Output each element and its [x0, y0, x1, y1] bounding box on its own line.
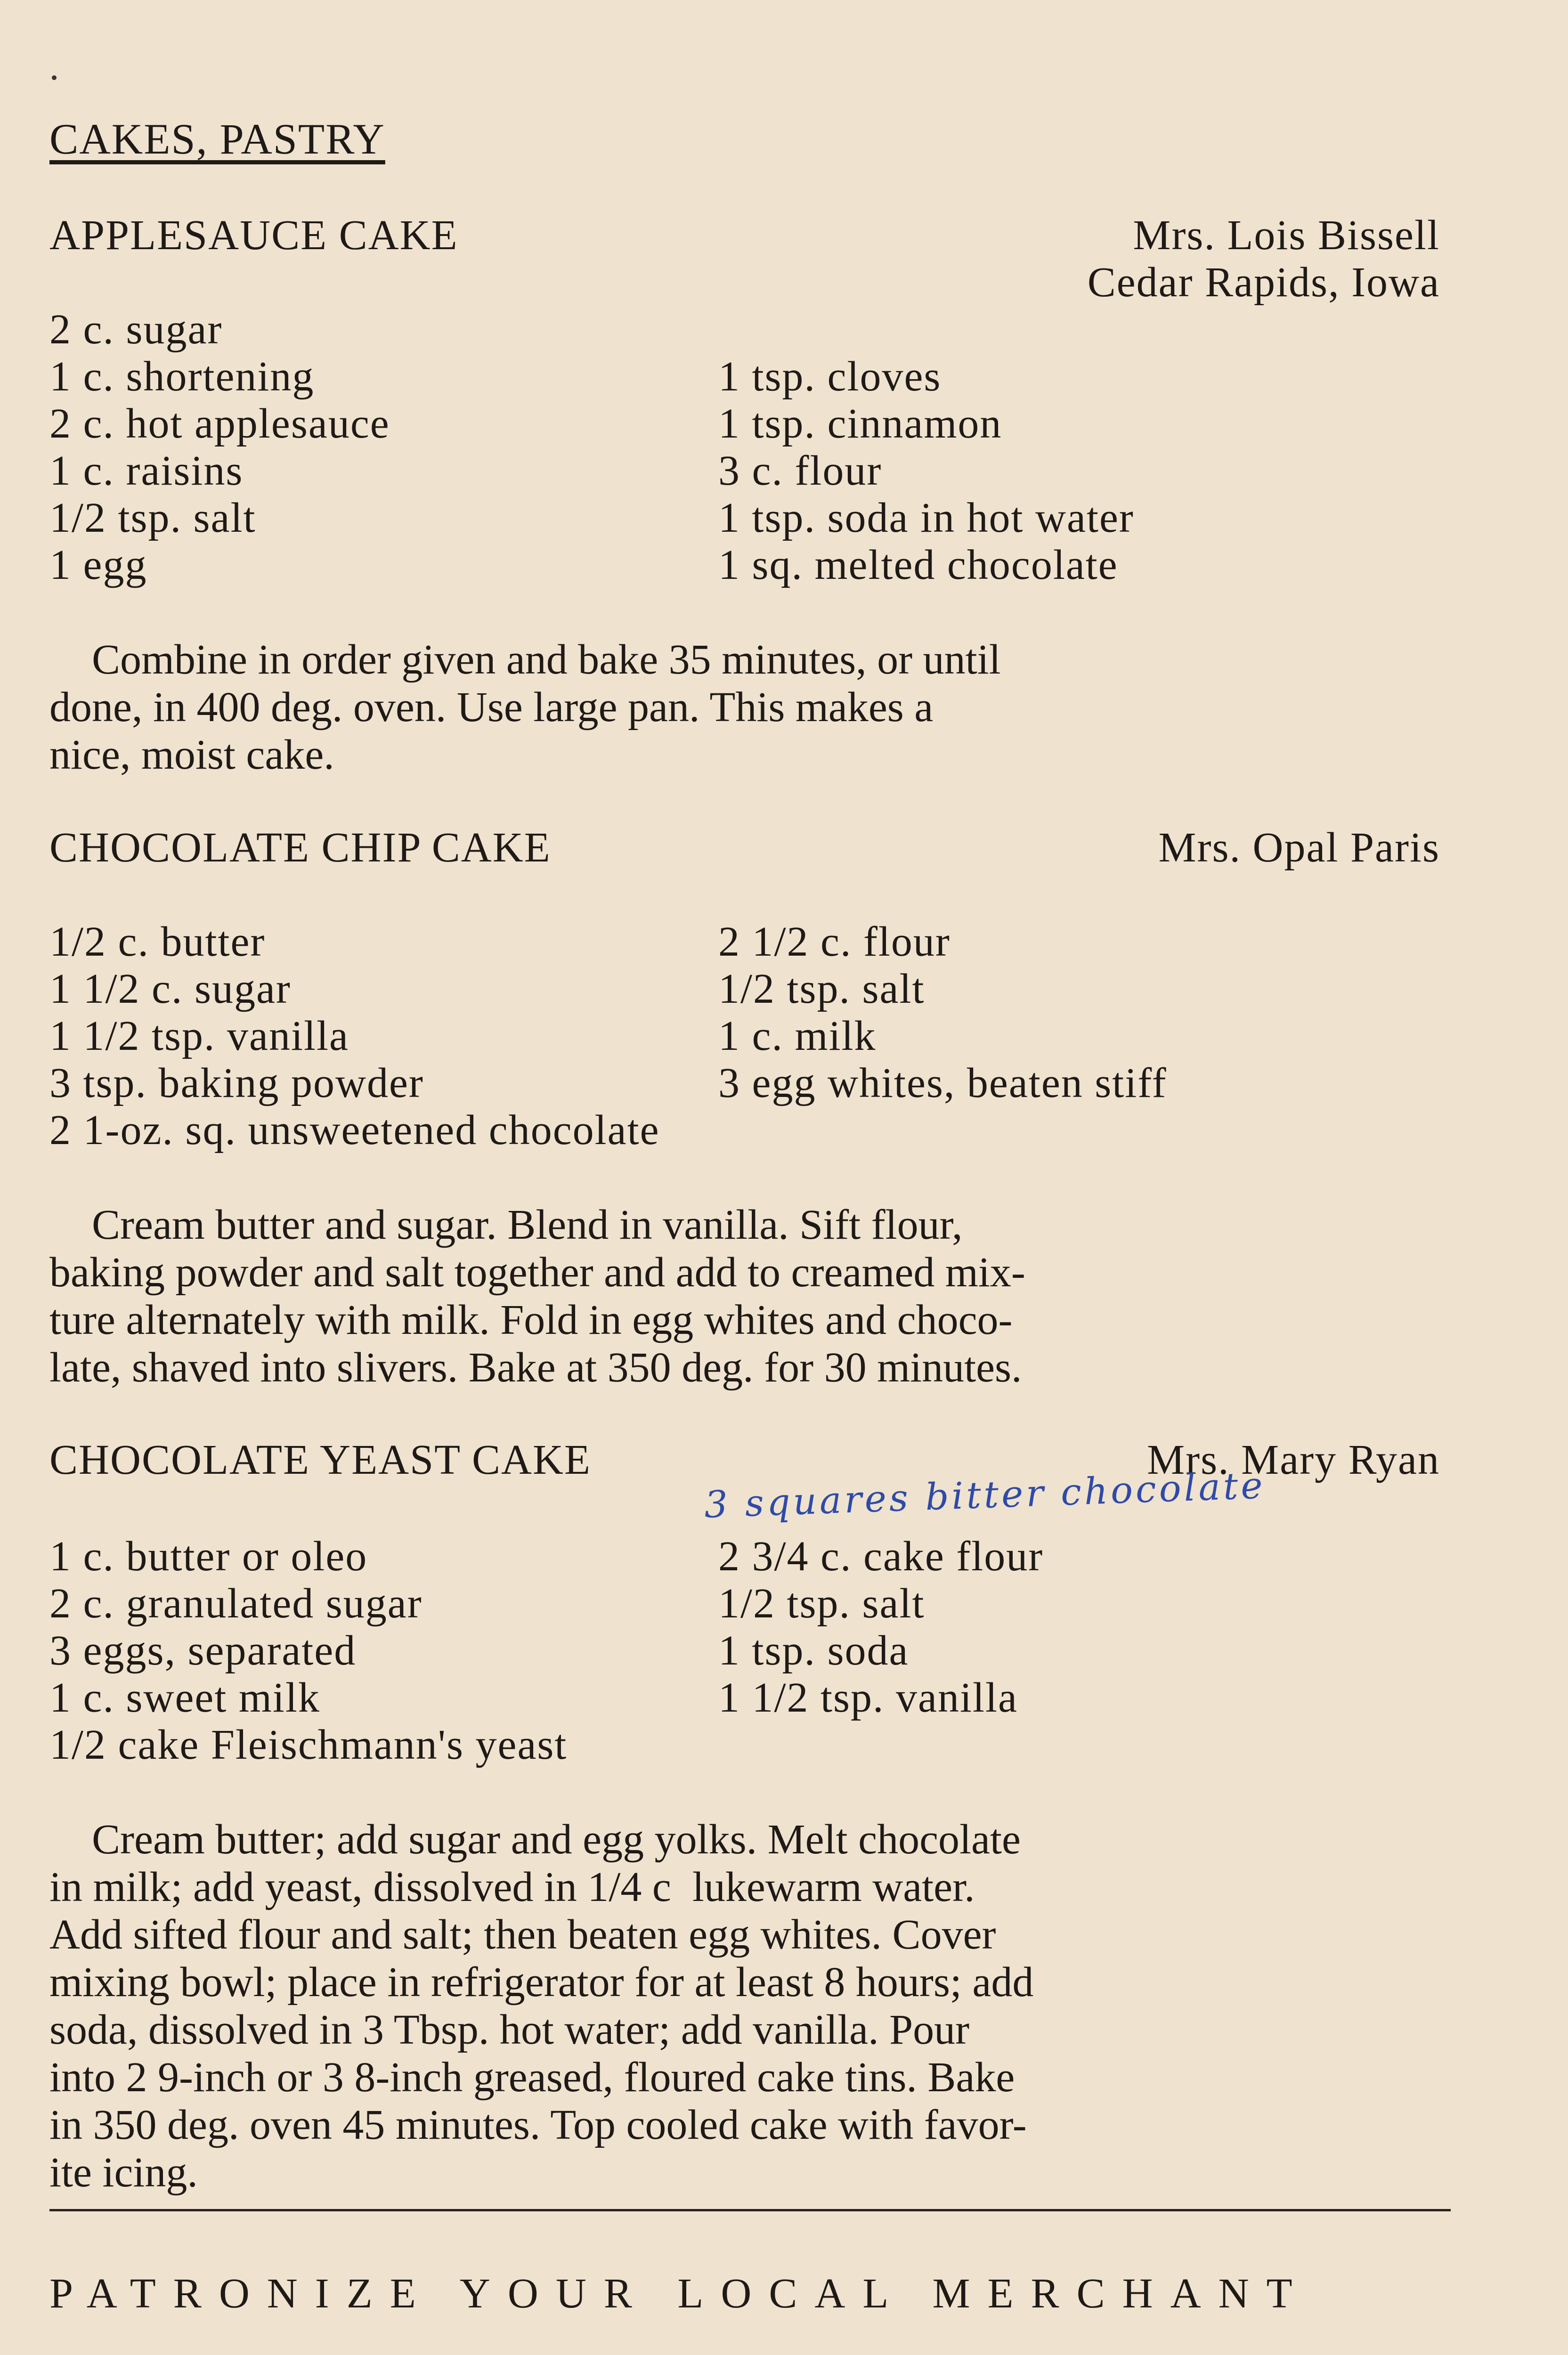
recipe-directions — [49, 1816, 1462, 2196]
directions-line: ite icing. — [49, 2149, 198, 2196]
ingredient: 1 c. milk — [718, 1013, 877, 1059]
ingredient: 1/2 cake Fleischmann's yeast — [49, 1722, 568, 1768]
directions-line: soda, dissolved in 3 Tbsp. hot water; add vanilla. Pour — [49, 2006, 970, 2053]
ingredient: 3 tsp. baking powder — [49, 1060, 424, 1106]
footer-banner: PATRONIZE YOUR LOCAL MERCHANT — [49, 2270, 1310, 2317]
ingredient: 2 3/4 c. cake flour — [718, 1533, 1044, 1580]
ingredient: 2 1-oz. sq. unsweetened chocolate — [49, 1107, 660, 1153]
directions-line: in 350 deg. oven 45 minutes. Top cooled cake with favor- — [49, 2102, 1027, 2148]
ingredient: 1 c. sweet milk — [49, 1674, 320, 1721]
ingredient: 1/2 tsp. salt — [718, 1580, 925, 1627]
ingredient: 1 c. raisins — [49, 447, 244, 494]
ingredient: 1/2 tsp. salt — [718, 966, 925, 1012]
directions-line: Cream butter and sugar. Blend in vanilla. Sift flour, — [49, 1202, 963, 1248]
ingredient: 3 c. flour — [718, 447, 882, 494]
ingredient: 1/2 c. butter — [49, 918, 266, 965]
directions-line: Add sifted flour and salt; then beaten egg whites. Cover — [49, 1911, 996, 1958]
directions-line: Cream butter; add sugar and egg yolks. Melt chocolate — [49, 1816, 1021, 1863]
directions-line: baking powder and salt together and add to creamed mix- — [49, 1249, 1025, 1296]
recipe-author: Mrs. Opal Paris — [1158, 824, 1440, 871]
ingredient: 2 c. sugar — [49, 306, 223, 353]
ingredient: 1 tsp. soda — [718, 1627, 909, 1674]
directions-line: Combine in order given and bake 35 minutes, or until — [49, 636, 1001, 683]
ingredient: 1 tsp. cinnamon — [718, 400, 1002, 447]
recipe-title: CHOCOLATE YEAST CAKE — [49, 1437, 592, 1483]
ingredient: 1 sq. melted chocolate — [718, 542, 1118, 588]
directions-line: ture alternately with milk. Fold in egg whites and choco- — [49, 1297, 1013, 1343]
directions-line: done, in 400 deg. oven. Use large pan. This makes a — [49, 684, 934, 731]
recipe-title: CHOCOLATE CHIP CAKE — [49, 824, 551, 871]
ingredient: 3 egg whites, beaten stiff — [718, 1060, 1167, 1106]
ingredient: 1 1/2 tsp. vanilla — [49, 1013, 349, 1059]
recipe-location: Cedar Rapids, Iowa — [1087, 259, 1440, 306]
ingredient: 1 tsp. cloves — [718, 353, 942, 400]
directions-line: in milk; add yeast, dissolved in 1/4 c lukewarm water. — [49, 1864, 975, 1910]
ingredient: 3 eggs, separated — [49, 1627, 357, 1674]
divider — [49, 2209, 1451, 2211]
recipe-author: Mrs. Mary Ryan — [1147, 1437, 1440, 1483]
recipe-directions — [49, 636, 1462, 779]
ingredient: 1 egg — [49, 542, 147, 588]
ingredient: 1 1/2 c. sugar — [49, 966, 291, 1012]
ingredient: 1 c. shortening — [49, 353, 315, 400]
directions-line: into 2 9-inch or 3 8-inch greased, floured cake tins. Bake — [49, 2054, 1015, 2101]
recipe-directions — [49, 1201, 1462, 1391]
section-title: CAKES, PASTRY — [49, 115, 385, 163]
ingredient: 1 tsp. soda in hot water — [718, 495, 1134, 541]
ingredient: 1/2 tsp. salt — [49, 495, 256, 541]
print-speck — [52, 75, 57, 80]
ingredient: 2 c. granulated sugar — [49, 1580, 422, 1627]
ingredient: 1 c. butter or oleo — [49, 1533, 368, 1580]
handwritten-note: 3 squares bitter chocolate — [703, 1464, 1266, 1527]
ingredient: 1 1/2 tsp. vanilla — [718, 1674, 1018, 1721]
directions-line: mixing bowl; place in refrigerator for at least 8 hours; add — [49, 1959, 1034, 2006]
recipe-title: APPLESAUCE CAKE — [49, 212, 458, 259]
directions-line: nice, moist cake. — [49, 731, 334, 778]
recipe-author: Mrs. Lois Bissell — [1133, 212, 1440, 259]
ingredient: 2 1/2 c. flour — [718, 918, 951, 965]
directions-line: late, shaved into slivers. Bake at 350 deg. for 30 minutes. — [49, 1344, 1022, 1391]
ingredient: 2 c. hot applesauce — [49, 400, 390, 447]
